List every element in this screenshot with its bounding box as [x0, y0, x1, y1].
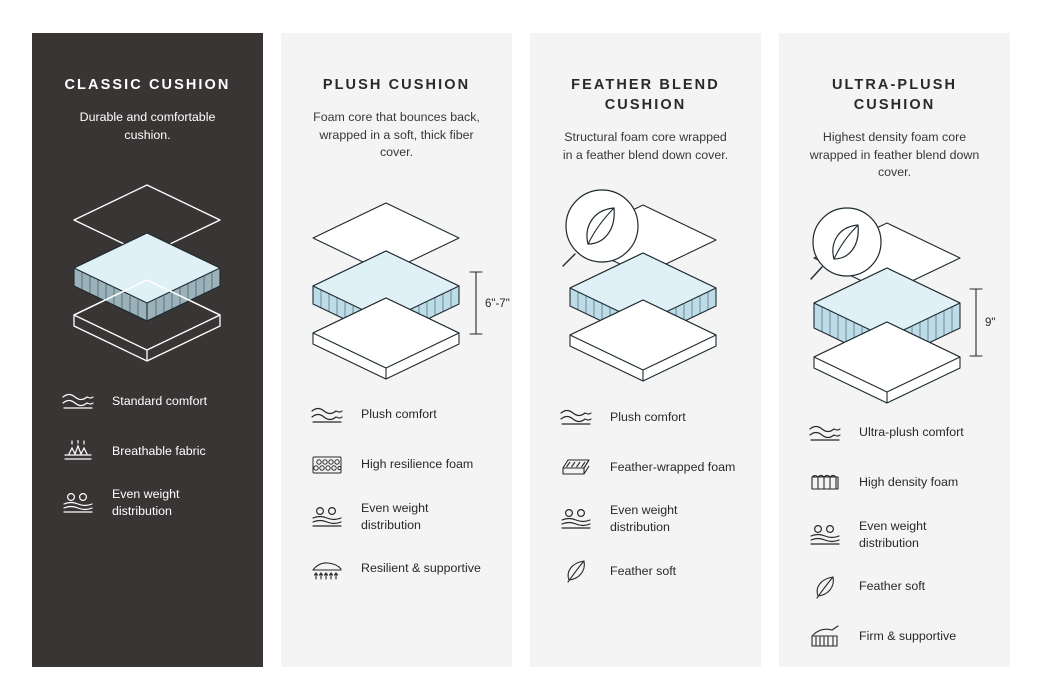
feature-label: Feather soft [610, 563, 677, 578]
feature-label: Standard comfort [112, 393, 208, 408]
feature-label: Even weight distribution [112, 487, 180, 518]
feature-label: Plush comfort [361, 407, 437, 421]
card-title: ULTRA-PLUSH CUSHION [831, 77, 958, 113]
feature-item [556, 502, 737, 536]
feature-label: Breathable fabric [112, 443, 206, 458]
feature-list-feather-blend [530, 402, 761, 606]
feature-label: Ultra-plush comfort [859, 425, 964, 439]
card-subtitle: Highest density foam core wrapped in feather blend down cover. [809, 130, 980, 179]
layer-diagram-classic [32, 158, 263, 376]
feature-item [58, 486, 239, 520]
feature-item [805, 418, 986, 448]
even-weight-icon [556, 504, 596, 534]
feature-item [805, 572, 986, 602]
resilient-supportive-icon [307, 554, 347, 584]
card-title: FEATHER BLEND CUSHION [571, 77, 720, 113]
feature-item [556, 556, 737, 586]
card-subtitle: Durable and comfortable cushion. [79, 110, 216, 142]
breathable-fabric-icon [58, 436, 98, 466]
feature-label: Even weight distribution [859, 518, 927, 550]
feature-label: Resilient & supportive [361, 561, 481, 575]
feature-list-ultra-plush [779, 418, 1010, 668]
even-weight-icon [58, 488, 98, 518]
feature-item [307, 450, 488, 480]
feature-label: Firm & supportive [859, 629, 957, 643]
card-ultra-plush-cushion [779, 33, 1010, 667]
feature-label: High density foam [859, 475, 959, 489]
feather-soft-icon [556, 556, 596, 586]
high-resilience-foam-icon [307, 450, 347, 480]
feather-soft-icon [805, 572, 845, 602]
feature-label: Even weight distribution [610, 503, 678, 534]
card-title: PLUSH CUSHION [322, 77, 471, 93]
card-feather-blend-cushion [530, 33, 761, 667]
high-density-foam-icon [805, 468, 845, 498]
feature-item [556, 452, 737, 482]
wave-comfort-icon [805, 418, 845, 448]
feature-label: Feather soft [859, 579, 926, 593]
dimension-label: 6"-7" [485, 297, 510, 310]
layer-diagram-feather-blend [530, 178, 761, 396]
wave-comfort-icon [556, 402, 596, 432]
feature-item [307, 554, 488, 584]
feature-item [58, 386, 239, 416]
card-subtitle: Structural foam core wrapped in a feather blend down cover. [562, 130, 729, 162]
feature-label: Feather-wrapped foam [610, 459, 736, 474]
wave-comfort-icon [58, 386, 98, 416]
feather-wrapped-foam-icon [556, 452, 596, 482]
firm-supportive-icon [805, 622, 845, 652]
dimension-label: 9" [985, 316, 996, 329]
even-weight-icon [805, 520, 845, 550]
feature-label: Plush comfort [610, 409, 686, 424]
feature-label: Even weight distribution [361, 500, 429, 532]
feature-item [556, 402, 737, 432]
feature-list-plush [281, 400, 512, 604]
feature-item [805, 622, 986, 652]
card-classic-cushion [32, 33, 263, 667]
even-weight-icon [307, 502, 347, 532]
feature-item [805, 468, 986, 498]
feature-item [307, 400, 488, 430]
feature-item [58, 436, 239, 466]
feature-item [805, 518, 986, 552]
feature-list-classic [32, 386, 263, 540]
wave-comfort-icon [307, 400, 347, 430]
card-subtitle: Foam core that bounces back, wrapped in a soft, thick fiber cover. [313, 110, 480, 159]
layer-diagram-plush [281, 176, 512, 394]
card-title: CLASSIC CUSHION [64, 77, 231, 93]
feature-item [307, 500, 488, 534]
layer-diagram-ultra-plush [779, 196, 1010, 414]
feature-label: High resilience foam [361, 457, 474, 471]
card-plush-cushion [281, 33, 512, 667]
